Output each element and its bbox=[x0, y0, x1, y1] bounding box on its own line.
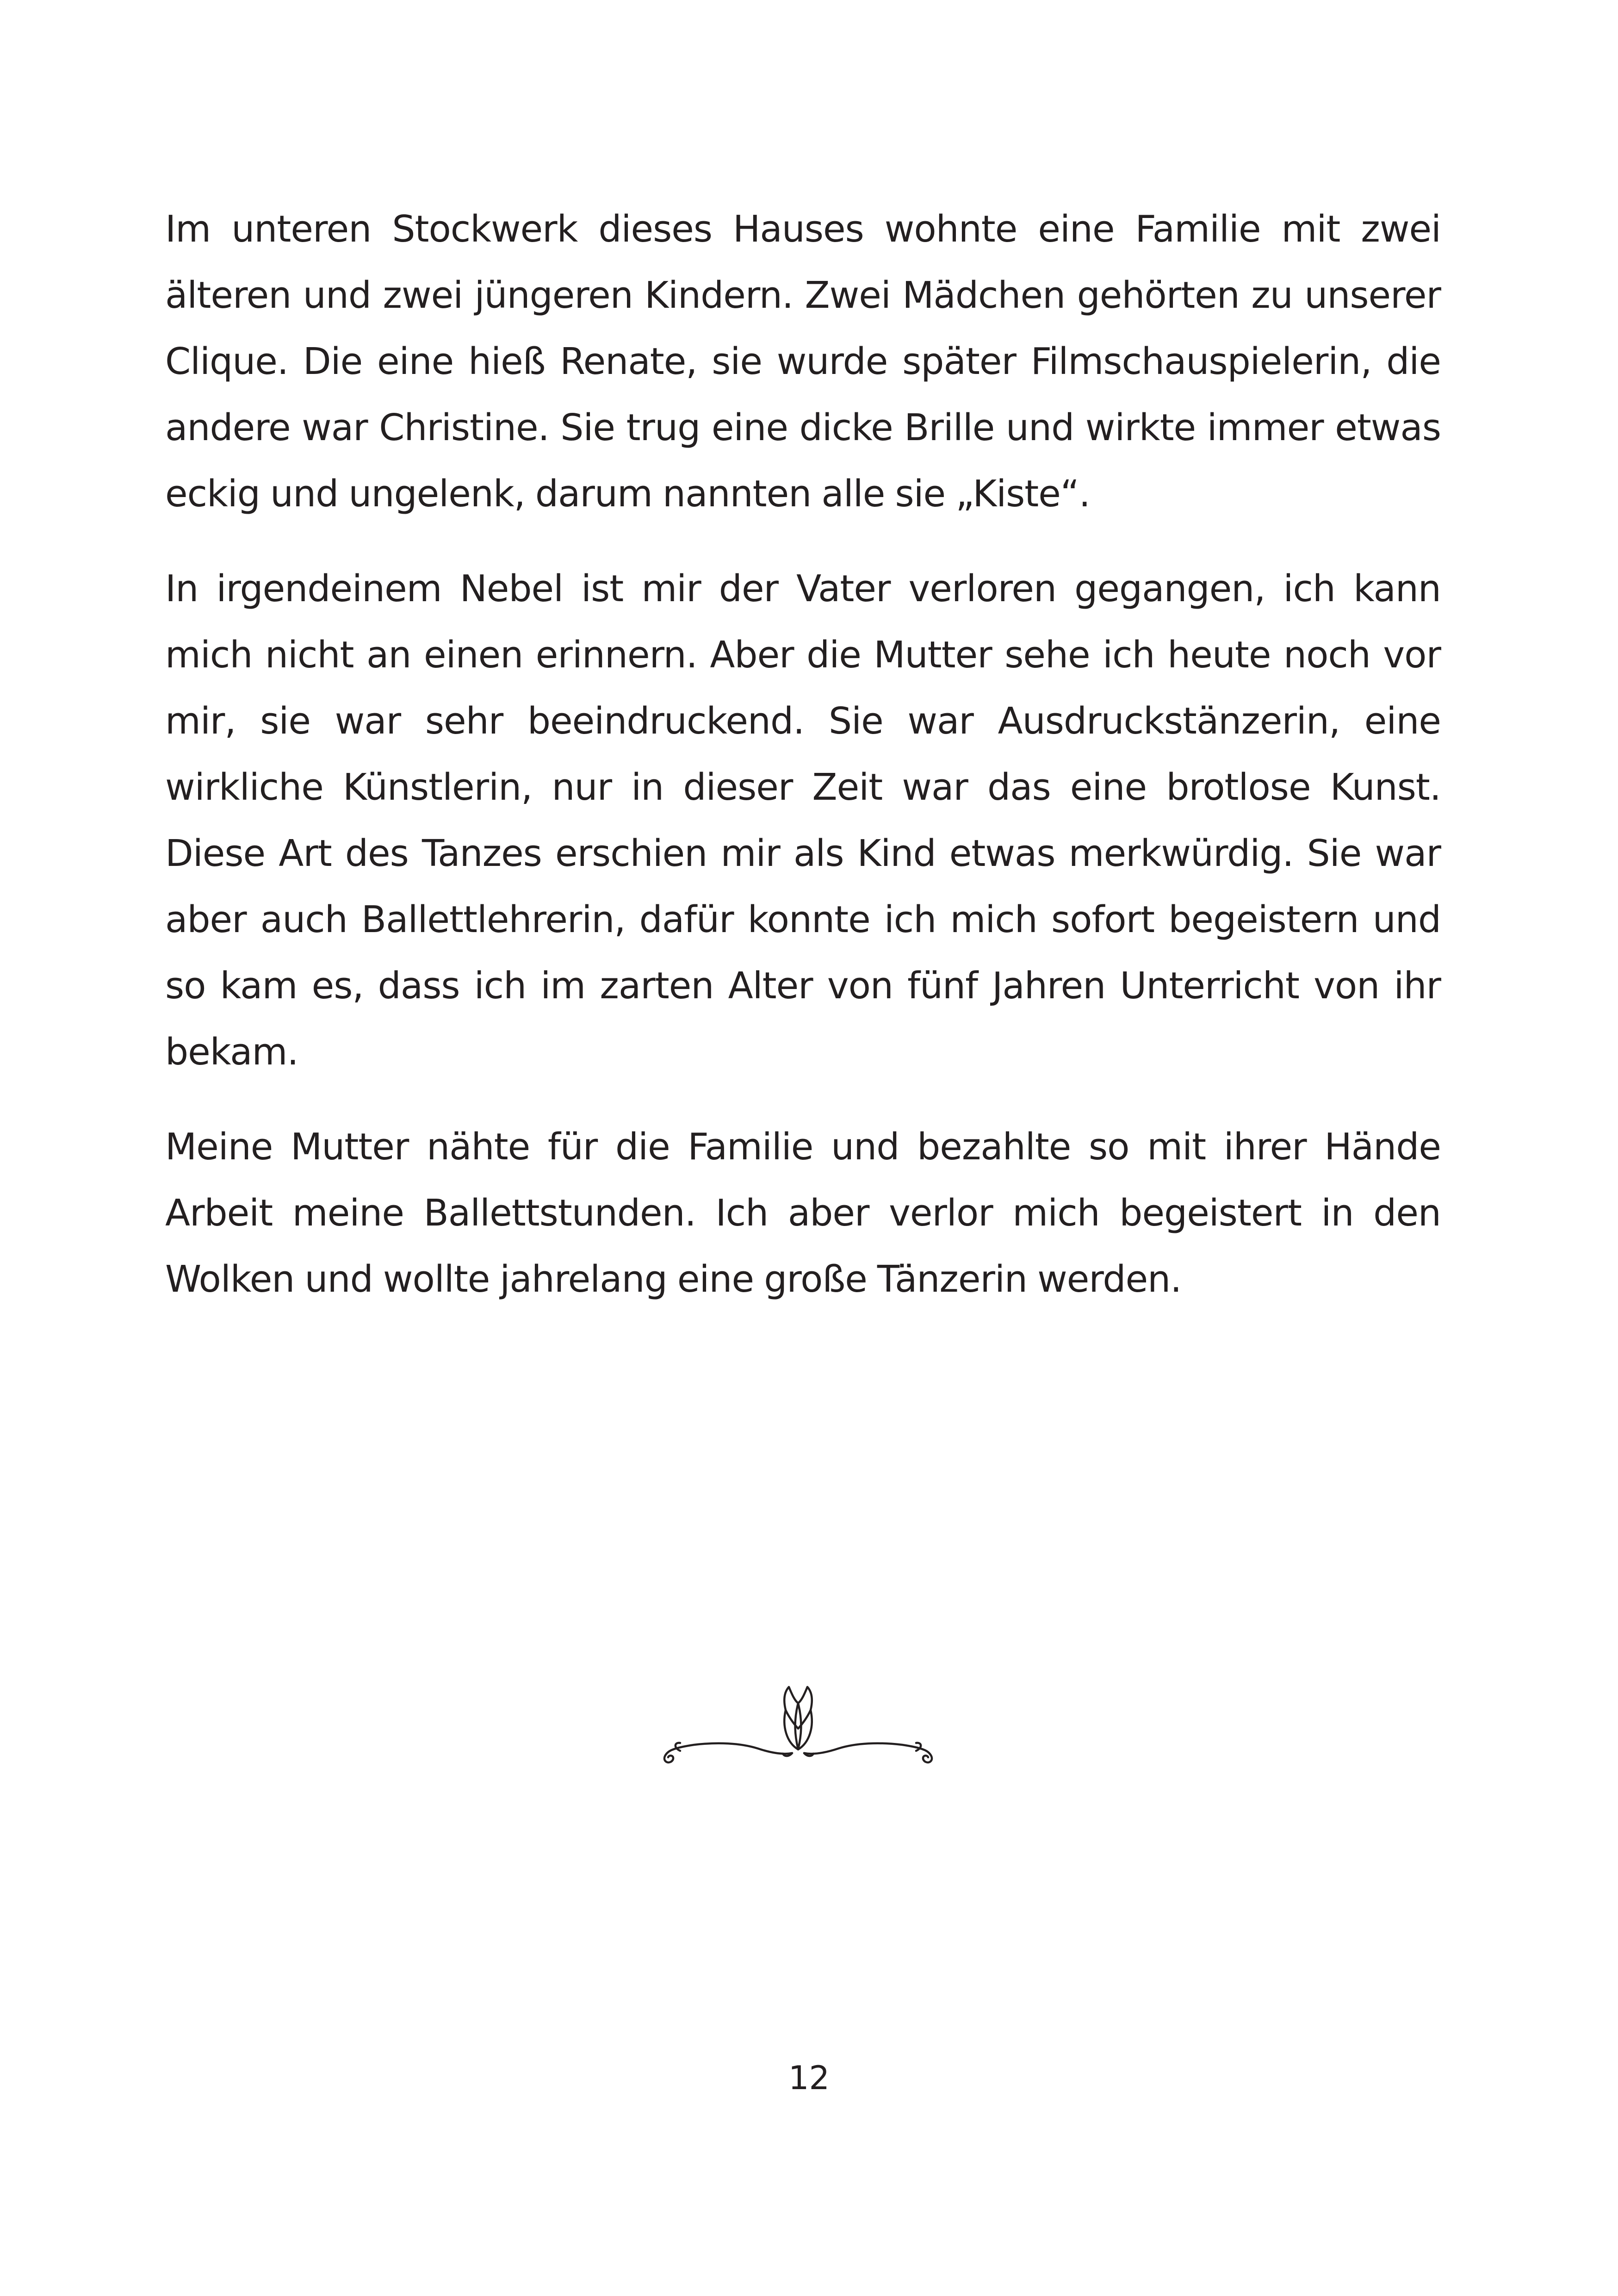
lotus-flourish-icon bbox=[648, 1666, 948, 1777]
body-text bbox=[165, 196, 1441, 1341]
page-number: 12 bbox=[788, 2059, 830, 2097]
paragraph-1: Im unteren Stockwerk dieses Hauses wohnte eine Familie mit zwei älteren und zwei jüngeren Kindern. Zwei Mädchen gehörten zu unserer Clique. Die eine hieß Renate, sie wurde später Filmschauspielerin, die andere war Christine. Sie trug eine dicke Brille und wirkte immer etwas eckig und ungelenk, darum nannten alle sie „Kiste“. bbox=[165, 208, 1441, 515]
paragraph-3: Meine Mutter nähte für die Familie und bezahlte so mit ihrer Hände Arbeit meine Ballettstunden. Ich aber verlor mich begeistert in den Wolken und wollte jahrelang eine große Tänzerin werden. bbox=[165, 1126, 1441, 1300]
paragraph-2: In irgendeinem Nebel ist mir der Vater verloren gegangen, ich kann mich nicht an einen erinnern. Aber die Mutter sehe ich heute noch vor mir, sie war sehr beeindruckend. Sie war Ausdruckstänzerin, eine wirkliche Künstlerin, nur in dieser Zeit war das eine brotlose Kunst. Diese Art des Tanzes erschien mir als Kind etwas merkwürdig. Sie war aber auch Ballettlehrerin, dafür konnte ich mich sofort begeistern und so kam es, dass ich im zarten Alter von fünf Jahren Unterricht von ihr bekam. bbox=[165, 567, 1441, 1073]
